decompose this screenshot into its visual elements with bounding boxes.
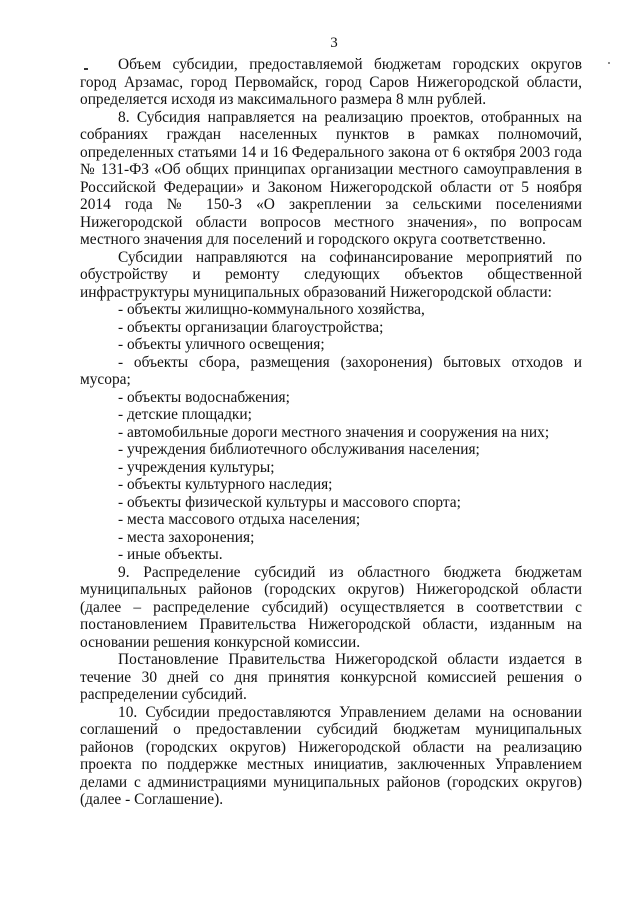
paragraph-item-10: 10. Субсидии предоставляются Управлением делами на основании соглашений о предоставлении субсидий бюджетам муниципальных районов (городских округов) Нижегородской области на реализацию проекта по поддержке местных инициатив, заключенных Управлением делами с администрациями муниципальных районов (городских округов) (далее - Соглашение). (80, 703, 582, 808)
paragraph-item-9: 9. Распределение субсидий из областного бюджета бюджетам муниципальных районов (городских округов) Нижегородской области (далее – распределение субсидий) осуществляется в соответствии с постановлением Правительства Нижегородской области, изданным на основании решения конкурсной комиссии. (80, 563, 582, 651)
list-item: - объекты сбора, размещения (захоронения) бытовых отходов и мусора; (80, 353, 582, 388)
scan-speck (608, 62, 610, 64)
list-item: - места массового отдыха населения; (118, 511, 361, 528)
paragraph-subsidy-volume: Объем субсидии, предоставляемой бюджетам городских округов город Арзамас, город Первомайск, город Саров Нижегородской области, определяется исходя из максимального размера 8 млн рублей. (80, 56, 582, 108)
list-item: - объекты водоснабжения; (118, 388, 290, 406)
list-item: - детские площадки; (118, 406, 252, 423)
paragraph-cofinancing: Субсидии направляются на софинансирование мероприятий по обустройству и ремонту следующих объектов общественной инфраструктуры муниципальных образований Нижегородской области: (80, 248, 582, 301)
list-item: - учреждения культуры; (118, 458, 275, 476)
list-item: - автомобильные дороги местного значения и сооружения на них; (118, 423, 550, 441)
paragraph-resolution: Постановление Правительства Нижегородской области издается в течение 30 дней со дня принятия конкурсной комиссией решения о распределении субсидий. (80, 651, 582, 703)
page-number: 3 (330, 35, 338, 51)
list-item: - иные объекты. (118, 546, 223, 563)
paragraph-item-8: 8. Субсидия направляется на реализацию проектов, отобранных на собраниях граждан населенных пунктов в рамках полномочий, определенных статьями 14 и 16 Федерального закона от 6 октября 2003 года № 131-ФЗ «Об общих принципах организации местного самоуправления в Российской Федерации» и Законом Нижегородской области от 5 ноября 2014 года № 150-З «О закреплении за сельскими поселениями Нижегородской области вопросов местного значения», по вопросам местного значения для поселений и городского округа соответственно. (80, 108, 582, 248)
list-item: - объекты организации благоустройства; (118, 318, 384, 336)
list-item: - места захоронения; (118, 528, 255, 546)
list-item: - объекты уличного освещения; (118, 336, 325, 353)
list-item: - учреждения библиотечного обслуживания населения; (118, 441, 480, 458)
scan-speck (84, 68, 88, 70)
scan-specks (0, 62, 640, 72)
list-item: - объекты физической культуры и массового спорта; (118, 493, 461, 511)
list-item: - объекты жилищно-коммунального хозяйства, (118, 301, 425, 318)
objects-list (80, 301, 582, 564)
list-item: - объекты культурного наследия; (118, 476, 333, 493)
